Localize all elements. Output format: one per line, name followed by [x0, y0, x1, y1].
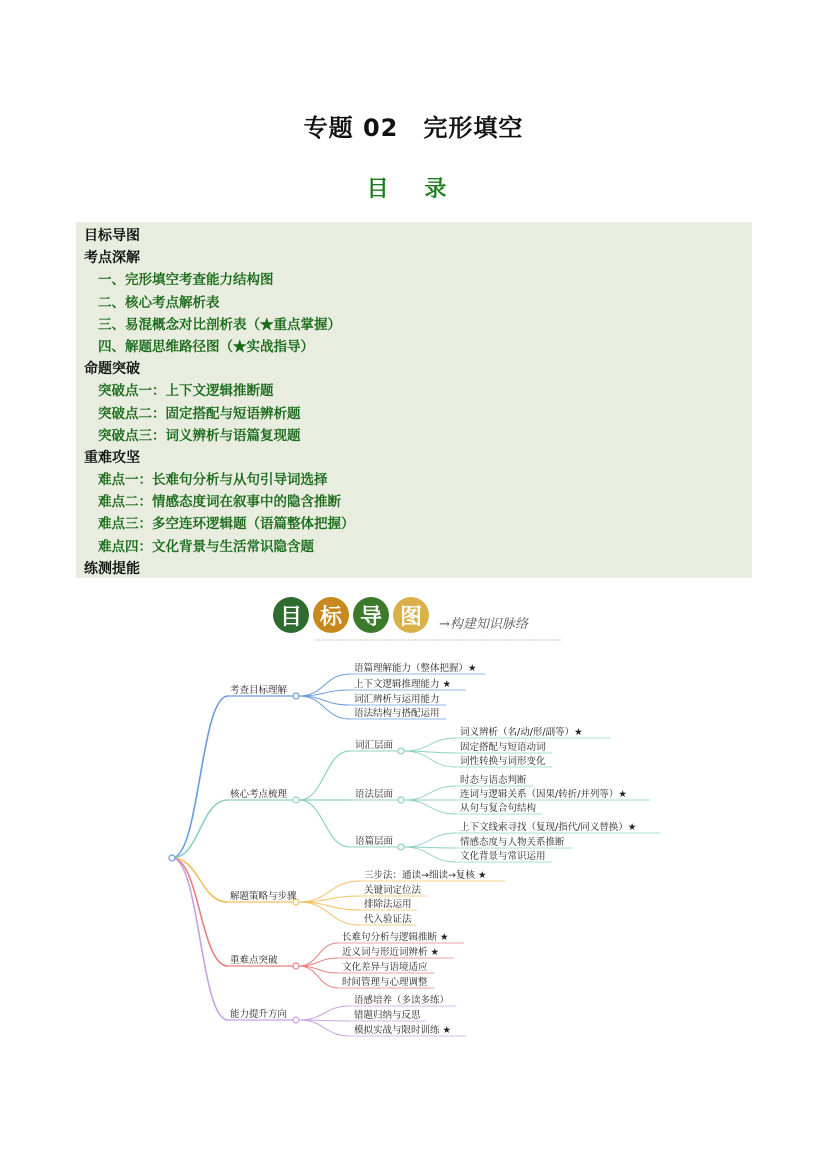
connector-line [404, 847, 456, 862]
connector-line [299, 1006, 350, 1020]
node-dot [293, 963, 299, 969]
leaf-label: 三步法：通读→细读→复核 ★ [364, 870, 487, 881]
toc-heading: 目 录 [366, 177, 461, 202]
connector-line [299, 943, 338, 966]
connector-line [299, 1020, 350, 1036]
connector-line [404, 833, 456, 847]
leaf-label: 语感培养（多读多练） [354, 995, 450, 1006]
leaf-label: 关键词定位法 [364, 885, 422, 896]
toc-entry[interactable]: 突破点一：上下文逻辑推断题 [98, 383, 274, 400]
connector-line [299, 696, 350, 705]
connector-line [172, 696, 228, 858]
toc-entry[interactable]: 突破点二：固定搭配与短语辨析题 [98, 405, 301, 422]
connector-line [299, 902, 360, 925]
leaf-label: 情感态度与人物关系推断 [460, 837, 565, 848]
toc-entry[interactable]: 二、核心考点解析表 [98, 294, 220, 311]
leaf-label: 长难句分析与逻辑推断 ★ [342, 932, 449, 943]
leaf-label: 上下文线索寻找（复现/指代/同义替换）★ [460, 822, 637, 833]
node-dot [293, 1017, 299, 1023]
banner-char: 标 [313, 597, 349, 633]
leaf-label: 词性转换与词形变化 [460, 756, 546, 767]
branch-label: 解题策略与步骤 [230, 891, 297, 902]
toc-section[interactable]: 考点深解 [84, 250, 140, 267]
banner-char: 目 [273, 597, 309, 633]
connector-line [404, 800, 456, 814]
toc-entry[interactable]: 难点一：长难句分析与从句引导词选择 [98, 472, 328, 489]
leaf-label: 错题归纳与反思 [354, 1010, 421, 1021]
leaf-label: 固定搭配与短语动词 [460, 742, 546, 753]
leaf-label: 上下文逻辑推理能力 ★ [354, 679, 452, 690]
leaf-label: 词汇辨析与运用能力 [354, 694, 440, 705]
connector-line [172, 858, 228, 966]
page-title: 专题 02 完形填空 [303, 114, 524, 142]
branch-label: 重难点突破 [230, 955, 278, 966]
connector-line [172, 858, 228, 1020]
toc-section[interactable]: 重难攻坚 [84, 449, 140, 466]
node-dot [398, 748, 404, 754]
connector-line [404, 786, 456, 800]
leaf-label: 排除法运用 [364, 899, 412, 910]
leaf-label: 文化背景与常识运用 [460, 851, 546, 862]
toc-entry[interactable]: 难点三：多空连环逻辑题（语篇整体把握） [98, 516, 355, 533]
leaf-label: 代入验证法 [364, 914, 412, 925]
toc-entry[interactable]: 一、完形填空考查能力结构图 [98, 272, 274, 289]
toc-entry[interactable]: 突破点三：词义辨析与语篇复现题 [98, 427, 301, 444]
sub-branch-label: 语篇层面 [355, 836, 394, 847]
leaf-label: 语法结构与搭配运用 [354, 708, 440, 719]
banner-char: 图 [393, 597, 429, 633]
leaf-label: 时间管理与心理调整 [342, 977, 428, 988]
connector-line [404, 751, 456, 767]
toc-entry[interactable]: 四、解题思维路径图（★实战指导） [98, 338, 314, 355]
banner-char: 导 [353, 597, 389, 633]
node-dot [169, 855, 175, 861]
leaf-label: 文化差异与语境适应 [342, 962, 428, 973]
branch-label: 考查目标理解 [230, 685, 288, 696]
leaf-label: 从句与复合句结构 [460, 803, 537, 814]
leaf-label: 时态与语态判断 [460, 775, 527, 786]
table-of-contents [76, 222, 752, 578]
branch-label: 核心考点梳理 [230, 789, 288, 800]
leaf-label: 语篇理解能力（整体把握）★ [354, 663, 477, 674]
connector-line [299, 751, 350, 800]
toc-entry[interactable]: 难点四：文化背景与生活常识隐含题 [98, 538, 314, 555]
leaf-label: 模拟实战与限时训练 ★ [354, 1025, 452, 1036]
branch-label: 能力提升方向 [230, 1009, 288, 1020]
toc-entry[interactable]: 三、易混概念对比剖析表（★重点掌握） [98, 316, 341, 333]
node-dot [398, 844, 404, 850]
node-dot [398, 797, 404, 803]
connector-line [299, 696, 350, 719]
sub-branch-label: 语法层面 [355, 789, 394, 800]
toc-section[interactable]: 练测提能 [84, 560, 140, 577]
mind-map [160, 590, 680, 1050]
leaf-label: 连词与逻辑关系（因果/转折/并列等）★ [460, 789, 627, 800]
leaf-label: 近义词与形近词辨析 ★ [342, 947, 440, 958]
banner-tagline: →构建知识脉络 [439, 616, 528, 632]
sub-branch-label: 词汇层面 [355, 740, 394, 751]
toc-section[interactable]: 命题突破 [84, 361, 140, 378]
toc-section[interactable]: 目标导图 [84, 228, 140, 244]
node-dot [293, 693, 299, 699]
connector-line [172, 800, 228, 858]
node-dot [293, 797, 299, 803]
connector-line [299, 800, 350, 847]
leaf-label: 词义辨析（名/动/形/副等）★ [460, 727, 583, 738]
toc-entry[interactable]: 难点二：情感态度词在叙事中的隐含推断 [98, 494, 341, 511]
connector-line [404, 738, 456, 751]
